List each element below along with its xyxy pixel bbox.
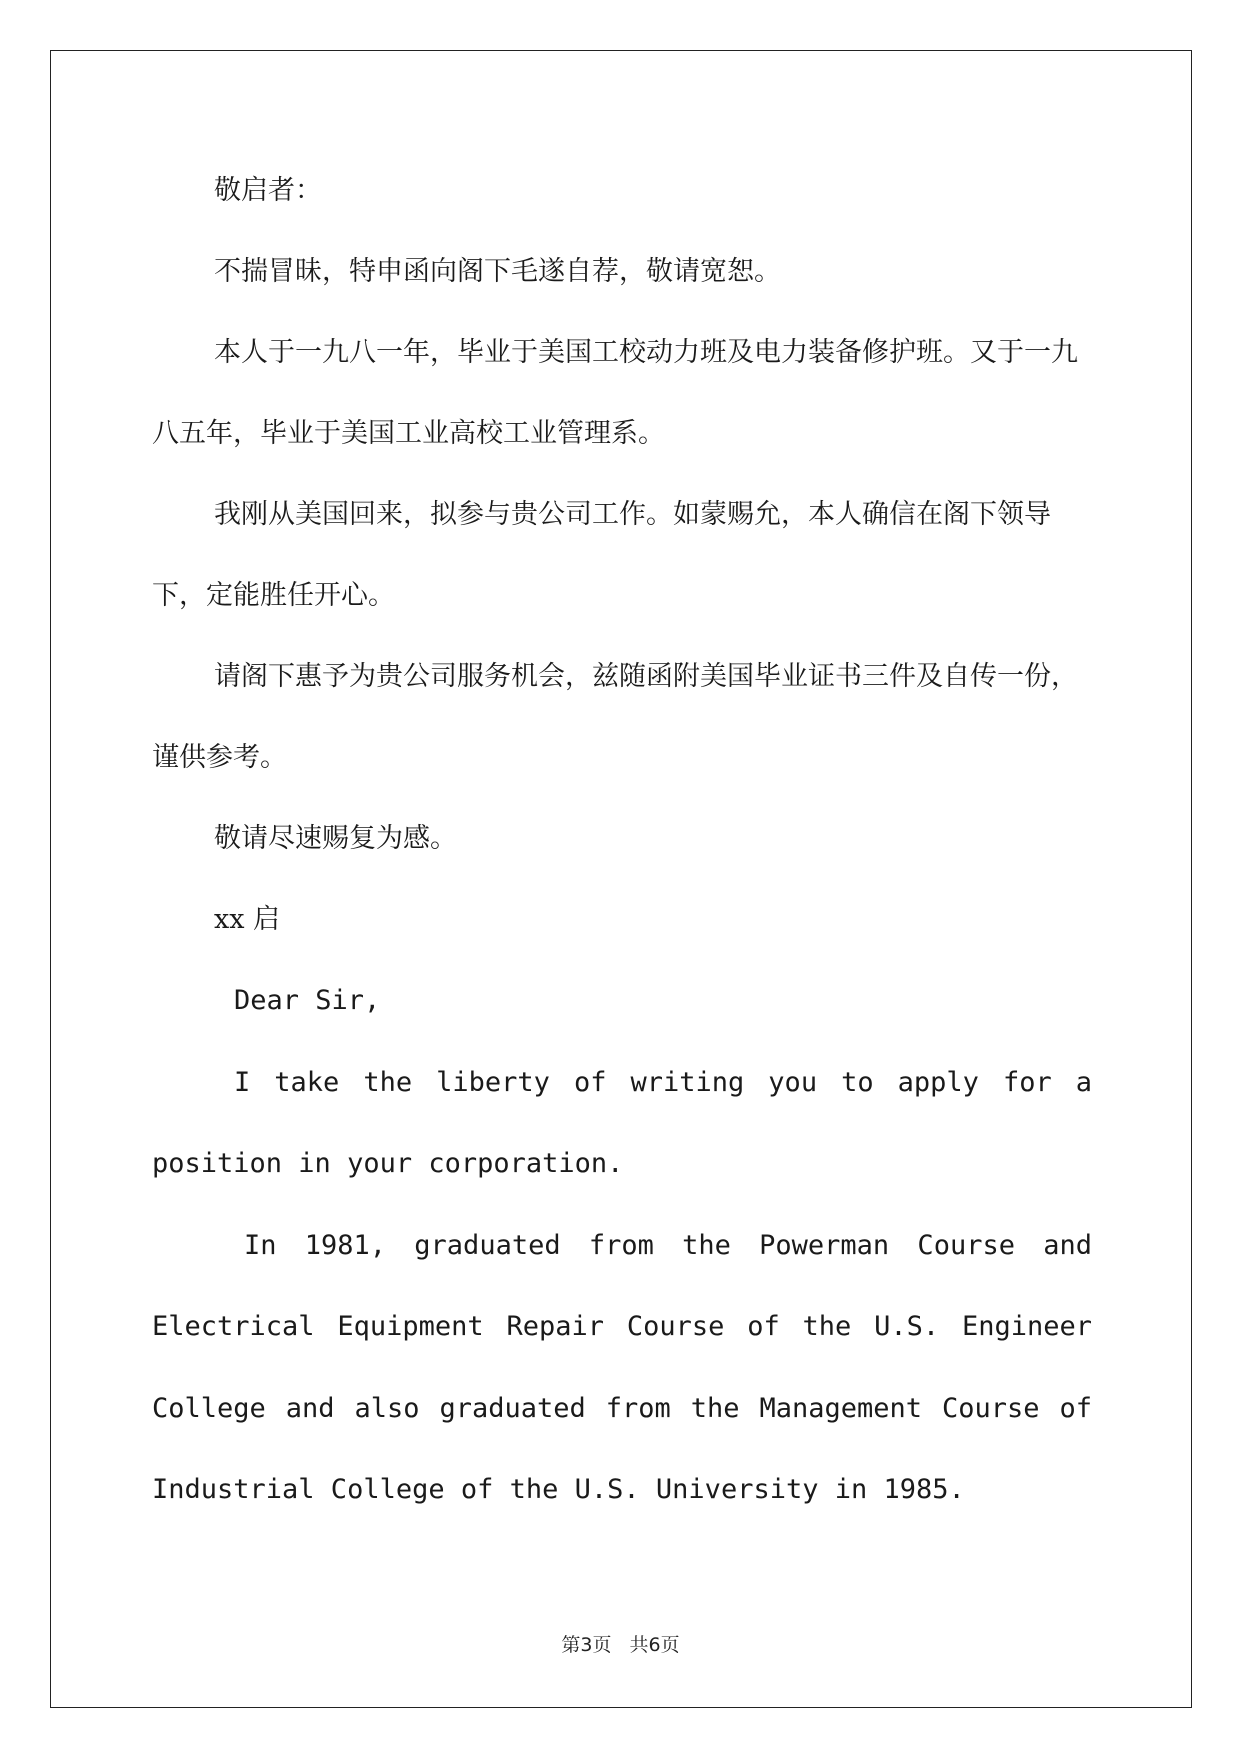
chinese-signature: xx 启 (214, 904, 281, 935)
chinese-paragraph: 我刚从美国回来，拟参与贵公司工作。如蒙赐允，本人确信在阁下领导下，定能胜任开心。 (152, 499, 1051, 611)
chinese-paragraph: 请阁下惠予为贵公司服务机会，兹随函附美国毕业证书三件及自传一份，谨供参考。 (152, 661, 1078, 773)
english-paragraph: In 1981, graduated from the Powerman Course and Electrical Equipment Repair Course of the U.S. Engineer College and also graduated from the Management Course of Industrial College of the U.S. University in 1985. (152, 1229, 1092, 1505)
page-number: 第3页 (561, 1634, 612, 1656)
page-total: 共6页 (629, 1634, 680, 1656)
letter-body (152, 150, 1092, 1531)
chinese-paragraph: 敬请尽速赐复为感。 (214, 823, 457, 854)
page-footer (0, 1630, 1241, 1657)
chinese-salutation: 敬启者： (214, 175, 322, 206)
chinese-paragraph: 本人于一九八一年，毕业于美国工校动力班及电力装备修护班。又于一九八五年，毕业于美国工业高校工业管理系。 (152, 337, 1078, 449)
english-salutation: Dear Sir, (234, 985, 381, 1016)
chinese-paragraph: 不揣冒昧，特申函向阁下毛遂自荐，敬请宽恕。 (214, 256, 781, 287)
english-paragraph: I take the liberty of writing you to apply for a position in your corporation. (152, 1066, 1092, 1179)
